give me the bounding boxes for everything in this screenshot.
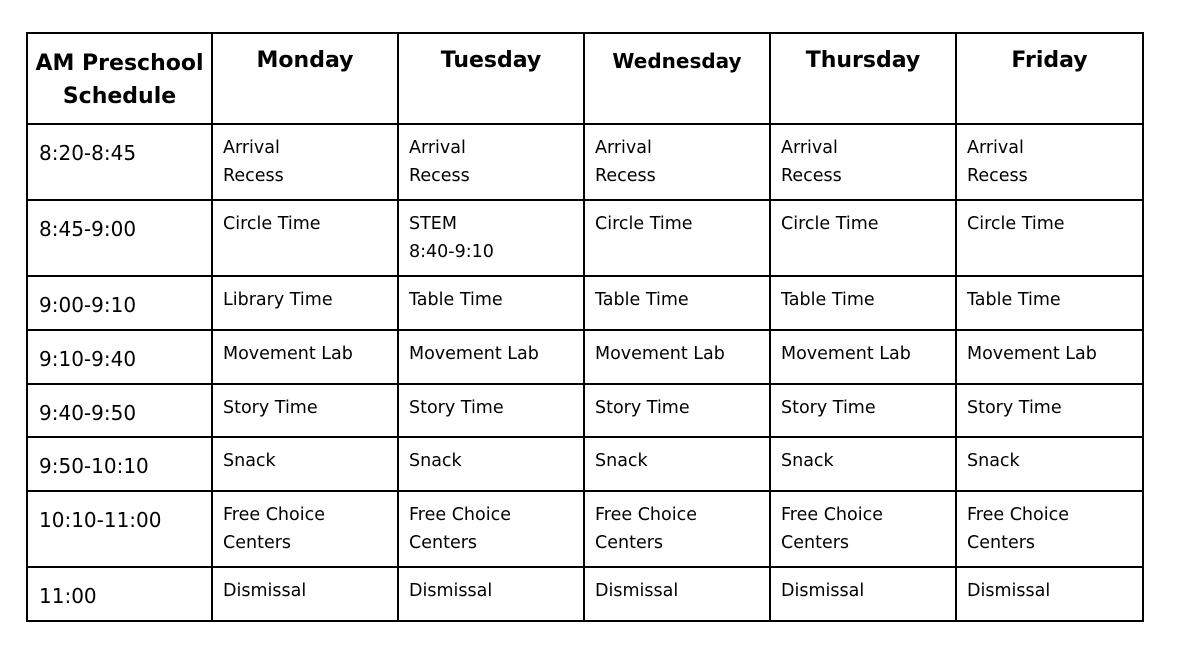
table-row — [27, 276, 1143, 330]
activity-line: Centers — [223, 533, 292, 553]
schedule-title — [27, 33, 212, 124]
activity-line: Recess — [781, 166, 842, 186]
activity-cell — [212, 567, 398, 621]
activity-cell — [956, 384, 1143, 437]
day-header-monday: Monday — [212, 33, 398, 124]
activity-line: Circle Time — [595, 214, 693, 234]
activity-cell — [770, 437, 956, 491]
activity-line: Story Time — [409, 398, 504, 418]
activity-cell — [212, 384, 398, 437]
activity-line: Recess — [967, 166, 1028, 186]
activity-line: STEM — [409, 214, 457, 234]
schedule-title-line: Schedule — [62, 84, 177, 109]
activity-line: Circle Time — [223, 214, 321, 234]
activity-line: 8:40-9:10 — [409, 242, 494, 262]
activity-cell — [584, 384, 770, 437]
activity-line: Table Time — [595, 290, 689, 310]
activity-line: Free Choice — [595, 505, 697, 525]
activity-cell — [956, 330, 1143, 384]
activity-cell — [398, 384, 584, 437]
activity-line: Story Time — [781, 398, 876, 418]
activity-cell — [398, 200, 584, 276]
activity-cell — [212, 200, 398, 276]
schedule-table — [26, 32, 1144, 622]
table-row — [27, 384, 1143, 437]
activity-cell — [584, 437, 770, 491]
activity-cell — [398, 276, 584, 330]
activity-cell — [398, 124, 584, 200]
activity-line: Dismissal — [223, 581, 307, 601]
activity-line: Arrival — [595, 138, 652, 158]
activity-line: Snack — [223, 451, 276, 471]
time-slot: 10:10-11:00 — [27, 491, 212, 567]
activity-line: Table Time — [781, 290, 875, 310]
activity-cell — [398, 491, 584, 567]
activity-line: Story Time — [595, 398, 690, 418]
activity-line: Free Choice — [781, 505, 883, 525]
activity-line: Table Time — [409, 290, 503, 310]
activity-cell — [770, 124, 956, 200]
activity-cell — [398, 437, 584, 491]
activity-line: Snack — [595, 451, 648, 471]
day-header-thursday: Thursday — [770, 33, 956, 124]
activity-cell — [770, 567, 956, 621]
time-slot: 11:00 — [27, 567, 212, 621]
activity-cell — [584, 491, 770, 567]
activity-cell — [212, 437, 398, 491]
activity-line: Snack — [967, 451, 1020, 471]
activity-line: Snack — [781, 451, 834, 471]
time-slot: 9:10-9:40 — [27, 330, 212, 384]
table-row — [27, 200, 1143, 276]
activity-line: Dismissal — [781, 581, 865, 601]
activity-line: Dismissal — [595, 581, 679, 601]
activity-line: Arrival — [409, 138, 466, 158]
activity-cell — [956, 491, 1143, 567]
activity-line: Free Choice — [223, 505, 325, 525]
time-slot: 9:50-10:10 — [27, 437, 212, 491]
day-header-friday: Friday — [956, 33, 1143, 124]
activity-cell — [584, 124, 770, 200]
activity-line: Library Time — [223, 290, 333, 310]
activity-cell — [770, 330, 956, 384]
activity-line: Dismissal — [409, 581, 493, 601]
time-slot: 8:20-8:45 — [27, 124, 212, 200]
time-slot: 8:45-9:00 — [27, 200, 212, 276]
activity-cell — [398, 330, 584, 384]
activity-cell — [956, 200, 1143, 276]
activity-line: Centers — [595, 533, 664, 553]
table-row — [27, 567, 1143, 621]
activity-cell — [212, 124, 398, 200]
table-row — [27, 124, 1143, 200]
activity-cell — [956, 567, 1143, 621]
activity-line: Centers — [409, 533, 478, 553]
activity-line: Movement Lab — [223, 344, 353, 364]
activity-cell — [212, 276, 398, 330]
activity-line: Free Choice — [967, 505, 1069, 525]
activity-cell — [584, 200, 770, 276]
activity-line: Movement Lab — [409, 344, 539, 364]
activity-line: Snack — [409, 451, 462, 471]
activity-cell — [212, 330, 398, 384]
activity-line: Recess — [409, 166, 470, 186]
activity-cell — [584, 567, 770, 621]
activity-cell — [212, 491, 398, 567]
activity-cell — [770, 200, 956, 276]
activity-cell — [398, 567, 584, 621]
activity-line: Circle Time — [967, 214, 1065, 234]
activity-line: Movement Lab — [967, 344, 1097, 364]
day-header-wednesday: Wednesday — [584, 33, 770, 124]
time-slot: 9:00-9:10 — [27, 276, 212, 330]
table-row — [27, 437, 1143, 491]
activity-line: Story Time — [223, 398, 318, 418]
activity-line: Circle Time — [781, 214, 879, 234]
activity-line: Centers — [781, 533, 850, 553]
activity-line: Recess — [223, 166, 284, 186]
activity-cell — [584, 330, 770, 384]
activity-cell — [770, 384, 956, 437]
activity-line: Movement Lab — [595, 344, 725, 364]
activity-line: Centers — [967, 533, 1036, 553]
activity-cell — [956, 124, 1143, 200]
table-row — [27, 330, 1143, 384]
activity-line: Movement Lab — [781, 344, 911, 364]
activity-cell — [770, 276, 956, 330]
activity-line: Arrival — [967, 138, 1024, 158]
activity-cell — [584, 276, 770, 330]
activity-line: Dismissal — [967, 581, 1051, 601]
activity-cell — [770, 491, 956, 567]
activity-cell — [956, 276, 1143, 330]
activity-line: Arrival — [223, 138, 280, 158]
activity-line: Story Time — [967, 398, 1062, 418]
schedule-title-line: AM Preschool — [35, 51, 204, 76]
activity-line: Arrival — [781, 138, 838, 158]
time-slot: 9:40-9:50 — [27, 384, 212, 437]
table-row — [27, 491, 1143, 567]
activity-line: Table Time — [967, 290, 1061, 310]
header-row — [27, 33, 1143, 124]
day-header-tuesday: Tuesday — [398, 33, 584, 124]
activity-cell — [956, 437, 1143, 491]
activity-line: Free Choice — [409, 505, 511, 525]
activity-line: Recess — [595, 166, 656, 186]
